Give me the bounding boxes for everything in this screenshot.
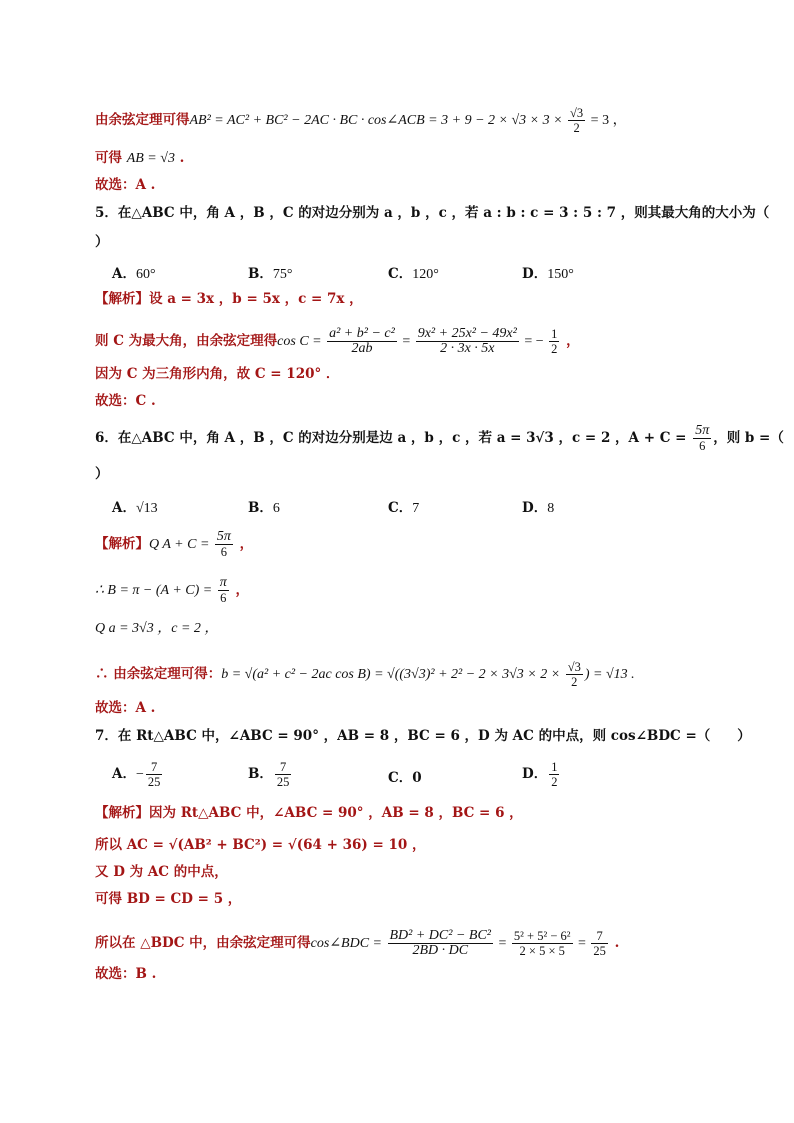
num: √3 (567, 660, 581, 674)
den: 2 (571, 675, 578, 689)
den: 2 (573, 121, 580, 135)
key: C． (388, 770, 413, 786)
math: cos∠BDC = (310, 936, 386, 951)
key: D． (522, 766, 548, 782)
num: 5π (695, 423, 710, 438)
q6-option-c (388, 496, 419, 517)
den: 6 (220, 591, 227, 605)
q7-answer: 故选：B . (95, 966, 157, 982)
fraction (327, 327, 397, 356)
val: 150° (547, 267, 574, 282)
text: 设 a = 3x ，b = 5x ，c = 7x ， (149, 291, 363, 307)
q6-stem-cont: ） (95, 466, 109, 482)
text: 由余弦定理可得 (95, 112, 190, 128)
num: √3 (570, 106, 584, 120)
val: √13 (135, 501, 158, 516)
key: D． (522, 266, 548, 282)
prev-solution-line-1 (95, 106, 627, 135)
text: 因为 Rt△ABC 中，∠ABC = 90° ，AB = 8 ，BC = 6 ， (149, 805, 523, 821)
den: 2ab (351, 341, 373, 356)
fraction (146, 760, 163, 789)
math-tail: ) = √13 . (584, 667, 635, 682)
fraction (549, 760, 559, 789)
q5-solution-2: 则 C 为最大角，由余弦定理得cos C = $\frac{\text{a² + b² − c²}}{2ab}$ = $\frac{\text{9x² + 25x² − 49x²}}{2 \cdot 3x \cdot 5x}$ = − $\frac{1}{2}$ ， (95, 326, 580, 356)
fraction (215, 530, 233, 559)
num: 5π (216, 529, 231, 544)
q6-option-d (522, 496, 554, 517)
math: cos C = (277, 334, 326, 349)
text: ，则 b =（ (713, 430, 784, 446)
q7-solution-3: 又 D 为 AC 的中点， (95, 864, 228, 880)
q7-solution-4: 可得 BD = CD = 5 ， (95, 891, 242, 907)
den: 25 (147, 775, 161, 789)
label: 【解析】 (95, 291, 149, 307)
den: 2 × 5 × 5 (519, 944, 565, 958)
val: 60° (135, 267, 156, 282)
q6-option-b (248, 496, 280, 517)
q5-answer: 故选：C . (95, 393, 156, 409)
q5-stem-cont: ） (95, 234, 109, 250)
key: C． (388, 500, 413, 516)
text: 所以在 △BDC 中，由余弦定理可得 (95, 935, 311, 951)
q7-option-d (522, 760, 561, 789)
q6-answer: 故选：A . (95, 700, 156, 716)
q6-solution-3 (95, 619, 218, 638)
prev-solution-line-2 (95, 149, 184, 168)
den: 2BD · DC (412, 943, 469, 958)
val: 120° (412, 267, 439, 282)
fraction (549, 327, 559, 356)
math: b = √(a² + c² − 2ac cos B) = √((3√3)² + 2² − 2 × 3√3 × 2 × (221, 667, 564, 682)
val: 7 (412, 501, 420, 516)
q6-solution-2: ∴ B = π − (A + C) = $\frac{\pi}{6}$ ， (95, 575, 249, 605)
key: D． (522, 500, 548, 516)
den: 6 (220, 545, 228, 559)
den: 25 (276, 775, 290, 789)
q5-option-b (248, 262, 293, 283)
q5-option-a (112, 262, 156, 283)
math: Q a = 3√3 ，c = 2 ， (95, 621, 219, 636)
math: Q A + C = (149, 537, 213, 552)
math: ∴ B = π − (A + C) = (95, 583, 216, 598)
fraction (693, 424, 711, 453)
fraction (218, 576, 229, 605)
num: 5² + 5² − 6² (513, 929, 571, 943)
math: AB² = AC² + BC² − 2AC · BC · cos∠ACB = 3 + 9 − 2 × √3 × 3 × (189, 113, 567, 128)
q7-solution-2: 所以 AC = √(AB² + BC²) = √(64 + 36) = 10 ， (95, 837, 426, 853)
key: B． (248, 766, 273, 782)
fraction (591, 929, 608, 958)
val: 0 (412, 770, 422, 786)
fraction (416, 327, 519, 356)
text: 6．在△ABC 中，角 A ，B ，C 的对边分别是边 a ，b ，c ，若 a = 3√3 ，c = 2 ，A + C = (95, 430, 692, 446)
tail: . (174, 150, 185, 166)
q6-solution-4 (95, 660, 635, 689)
key: B． (248, 500, 273, 516)
num: 7 (146, 760, 163, 775)
num: π (219, 575, 227, 590)
den: 2 (551, 342, 558, 356)
num: a² + b² − c² (329, 326, 395, 341)
q7-solution-5: 所以在 △BDC 中，由余弦定理可得cos∠BDC = $\frac{\text{BD² + DC² − BC²}}{2BD \cdot DC}$ = $\frac{\text{5² + 5² − 6²}}{2 \times 5 \times 5}$ = $\frac{7}{25}$ . (95, 928, 620, 958)
q5-solution-3: 因为 C 为三角形内角，故 C = 120° ． (95, 366, 340, 382)
q7-option-c (388, 766, 422, 786)
fraction (388, 929, 494, 958)
fraction (568, 106, 585, 135)
num: 7 (275, 760, 292, 775)
q5-stem: 5．在△ABC 中，角 A ，B ，C 的对边分别为 a ，b ，c ，若 a : b : c = 3 : 5 : 7 ，则其最大角的大小为（ (95, 205, 770, 221)
fraction (566, 660, 583, 689)
q5-option-d (522, 262, 574, 283)
q7-stem: 7．在 Rt△ABC 中，∠ABC = 90° ，AB = 8 ，BC = 6 ，D 为 AC 的中点，则 cos∠BDC =（ ） (95, 728, 751, 744)
val: 8 (547, 501, 555, 516)
text: 可得 (95, 150, 122, 166)
q6-stem (95, 424, 784, 453)
q6-solution-1: 【解析】Q A + C = $\frac{5\pi}{6}$ ， (95, 529, 254, 559)
den: 2 · 3x · 5x (440, 341, 495, 356)
fraction (275, 760, 292, 789)
label: 【解析】 (95, 805, 149, 821)
fraction (512, 929, 573, 958)
den: 2 (551, 775, 558, 789)
q5-option-c (388, 262, 439, 283)
den: 25 (593, 944, 606, 958)
num: BD² + DC² − BC² (389, 928, 491, 943)
label: 【解析】 (95, 536, 149, 552)
text: 则 C 为最大角，由余弦定理得 (95, 333, 278, 349)
q6-option-a (112, 496, 158, 517)
num: 9x² + 25x² − 49x² (417, 326, 517, 341)
math-tail: = 3 ， (587, 113, 627, 128)
key: B． (248, 266, 273, 282)
q7-option-a (112, 760, 164, 789)
den: 6 (699, 439, 706, 453)
key: A． (112, 266, 136, 282)
key: A． (112, 500, 136, 516)
val: 6 (272, 501, 280, 516)
num: 7 (591, 929, 608, 944)
val: 75° (272, 267, 293, 282)
q7-solution-1 (95, 804, 523, 822)
prev-answer: 故选：A . (95, 177, 156, 193)
key: C． (388, 266, 413, 282)
key: A． (112, 766, 136, 782)
q5-solution-1 (95, 290, 363, 308)
num: 1 (551, 327, 558, 341)
num: 1 (551, 760, 558, 774)
q7-option-b (248, 760, 293, 789)
text: ∴ 由余弦定理可得： (95, 666, 222, 682)
math: AB = √3 (126, 151, 175, 166)
sign: − (135, 767, 144, 782)
